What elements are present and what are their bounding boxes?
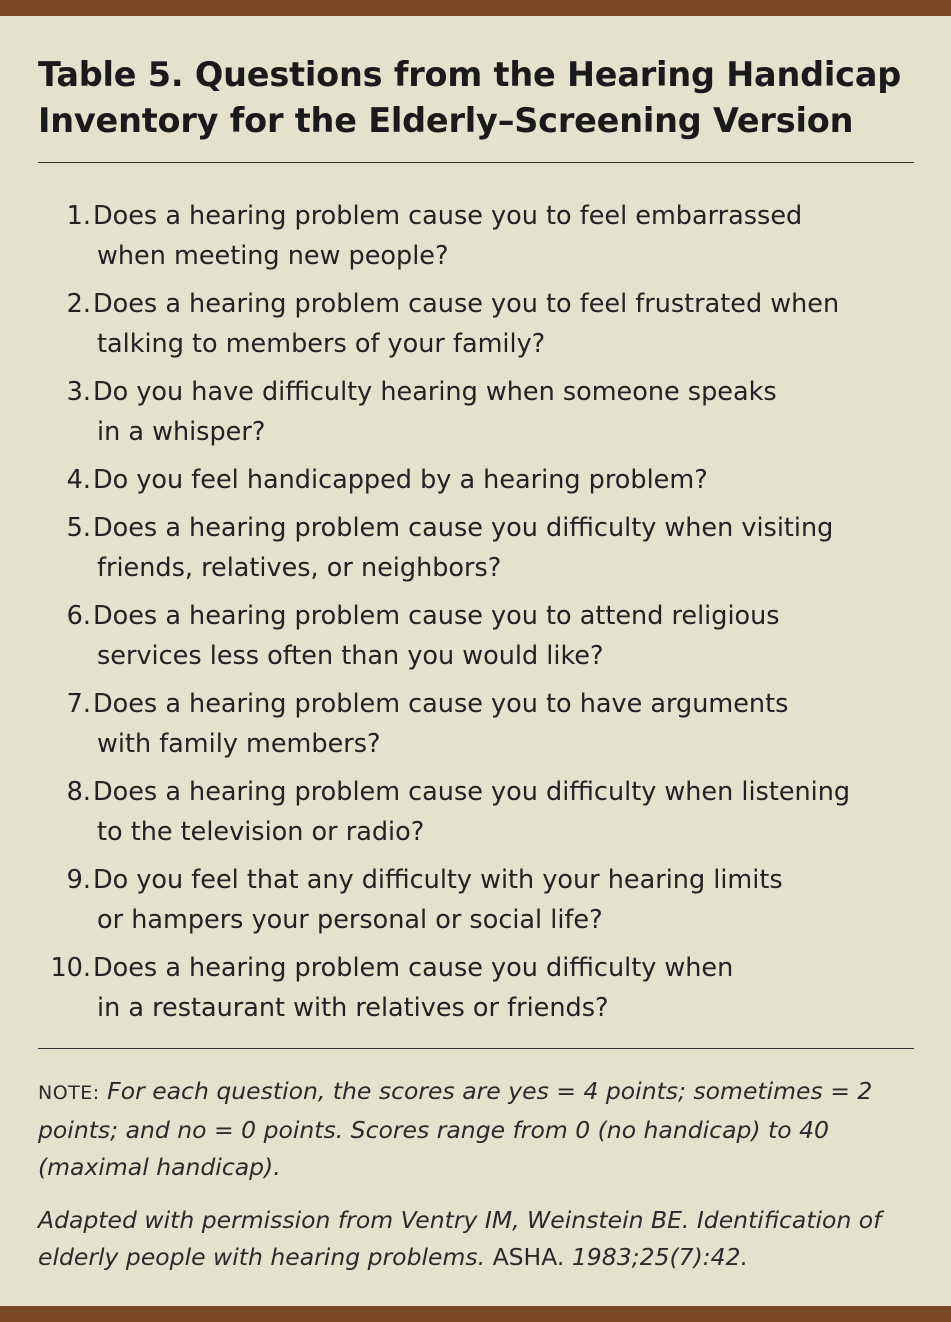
- question-item-3: [0, 372, 951, 460]
- question-item-4: [0, 460, 951, 508]
- question-line-2: services less often than you would like?: [97, 641, 604, 671]
- question-number: 4.: [66, 465, 91, 495]
- bottom-divider: [38, 1048, 914, 1049]
- question-list: [0, 196, 951, 1036]
- question-line-1: Do you have difficulty hearing when someone speaks: [93, 377, 777, 407]
- note-body: For each question, the scores are yes = 4 points; sometimes = 2 points; and no = 0 points. Scores range from 0 (no handicap) to 40 (maximal handicap).: [38, 1077, 873, 1181]
- question-line-1: Do you feel handicapped by a hearing problem?: [93, 465, 708, 495]
- citation-volume: 1983;25(7):42.: [571, 1243, 749, 1271]
- question-item-7: [0, 684, 951, 772]
- question-line-2: in a whisper?: [97, 417, 266, 447]
- question-number: 8.: [66, 777, 91, 807]
- table-title: [38, 52, 918, 144]
- question-number: 9.: [66, 865, 91, 895]
- question-line-2: to the television or radio?: [97, 817, 425, 847]
- table-title-line-1: Table 5. Questions from the Hearing Handicap: [38, 55, 902, 94]
- question-line-1: Does a hearing problem cause you to have arguments: [93, 689, 789, 719]
- question-number: 3.: [66, 377, 91, 407]
- table-title-line-2: Inventory for the Elderly–Screening Version: [38, 101, 854, 140]
- question-text: [95, 508, 915, 588]
- question-item-5: [0, 508, 951, 596]
- question-line-2: in a restaurant with relatives or friends?: [97, 993, 609, 1023]
- question-line-1: Do you feel that any difficulty with your hearing limits: [93, 865, 783, 895]
- question-line-1: Does a hearing problem cause you to feel embarrassed: [93, 201, 803, 231]
- question-text: [95, 596, 915, 676]
- note-label: NOTE:: [38, 1082, 100, 1104]
- question-item-9: [0, 860, 951, 948]
- question-item-10: [0, 948, 951, 1036]
- top-divider: [38, 162, 914, 163]
- question-item-8: [0, 772, 951, 860]
- question-number: 10.: [50, 953, 91, 983]
- question-line-1: Does a hearing problem cause you difficulty when visiting: [93, 513, 834, 543]
- question-line-1: Does a hearing problem cause you to attend religious: [93, 601, 780, 631]
- question-item-6: [0, 596, 951, 684]
- question-text: [95, 284, 915, 364]
- question-line-1: Does a hearing problem cause you difficulty when: [93, 953, 734, 983]
- question-text: [95, 948, 915, 1028]
- source-citation: [38, 1202, 918, 1276]
- question-text: [95, 772, 915, 852]
- question-line-2: with family members?: [97, 729, 381, 759]
- question-text: [95, 460, 915, 500]
- top-border-bar: [0, 0, 951, 16]
- question-number: 2.: [66, 289, 91, 319]
- question-item-1: [0, 196, 951, 284]
- scoring-note: [38, 1073, 918, 1186]
- question-line-2: talking to members of your family?: [97, 329, 546, 359]
- question-line-1: Does a hearing problem cause you difficulty when listening: [93, 777, 851, 807]
- citation-journal: ASHA.: [492, 1243, 565, 1271]
- question-text: [95, 860, 915, 940]
- question-number: 6.: [66, 601, 91, 631]
- question-item-2: [0, 284, 951, 372]
- question-text: [95, 372, 915, 452]
- question-line-1: Does a hearing problem cause you to feel frustrated when: [93, 289, 840, 319]
- question-number: 1.: [66, 201, 91, 231]
- question-line-2: when meeting new people?: [97, 241, 449, 271]
- citation-text: Adapted with permission from Ventry IM, Weinstein BE. Identification of elderly people with hearing problems.: [38, 1206, 882, 1271]
- question-number: 7.: [66, 689, 91, 719]
- question-line-2: friends, relatives, or neighbors?: [97, 553, 502, 583]
- question-line-2: or hampers your personal or social life?: [97, 905, 603, 935]
- question-text: [95, 684, 915, 764]
- question-text: [95, 196, 915, 276]
- question-number: 5.: [66, 513, 91, 543]
- bottom-border-bar: [0, 1306, 951, 1322]
